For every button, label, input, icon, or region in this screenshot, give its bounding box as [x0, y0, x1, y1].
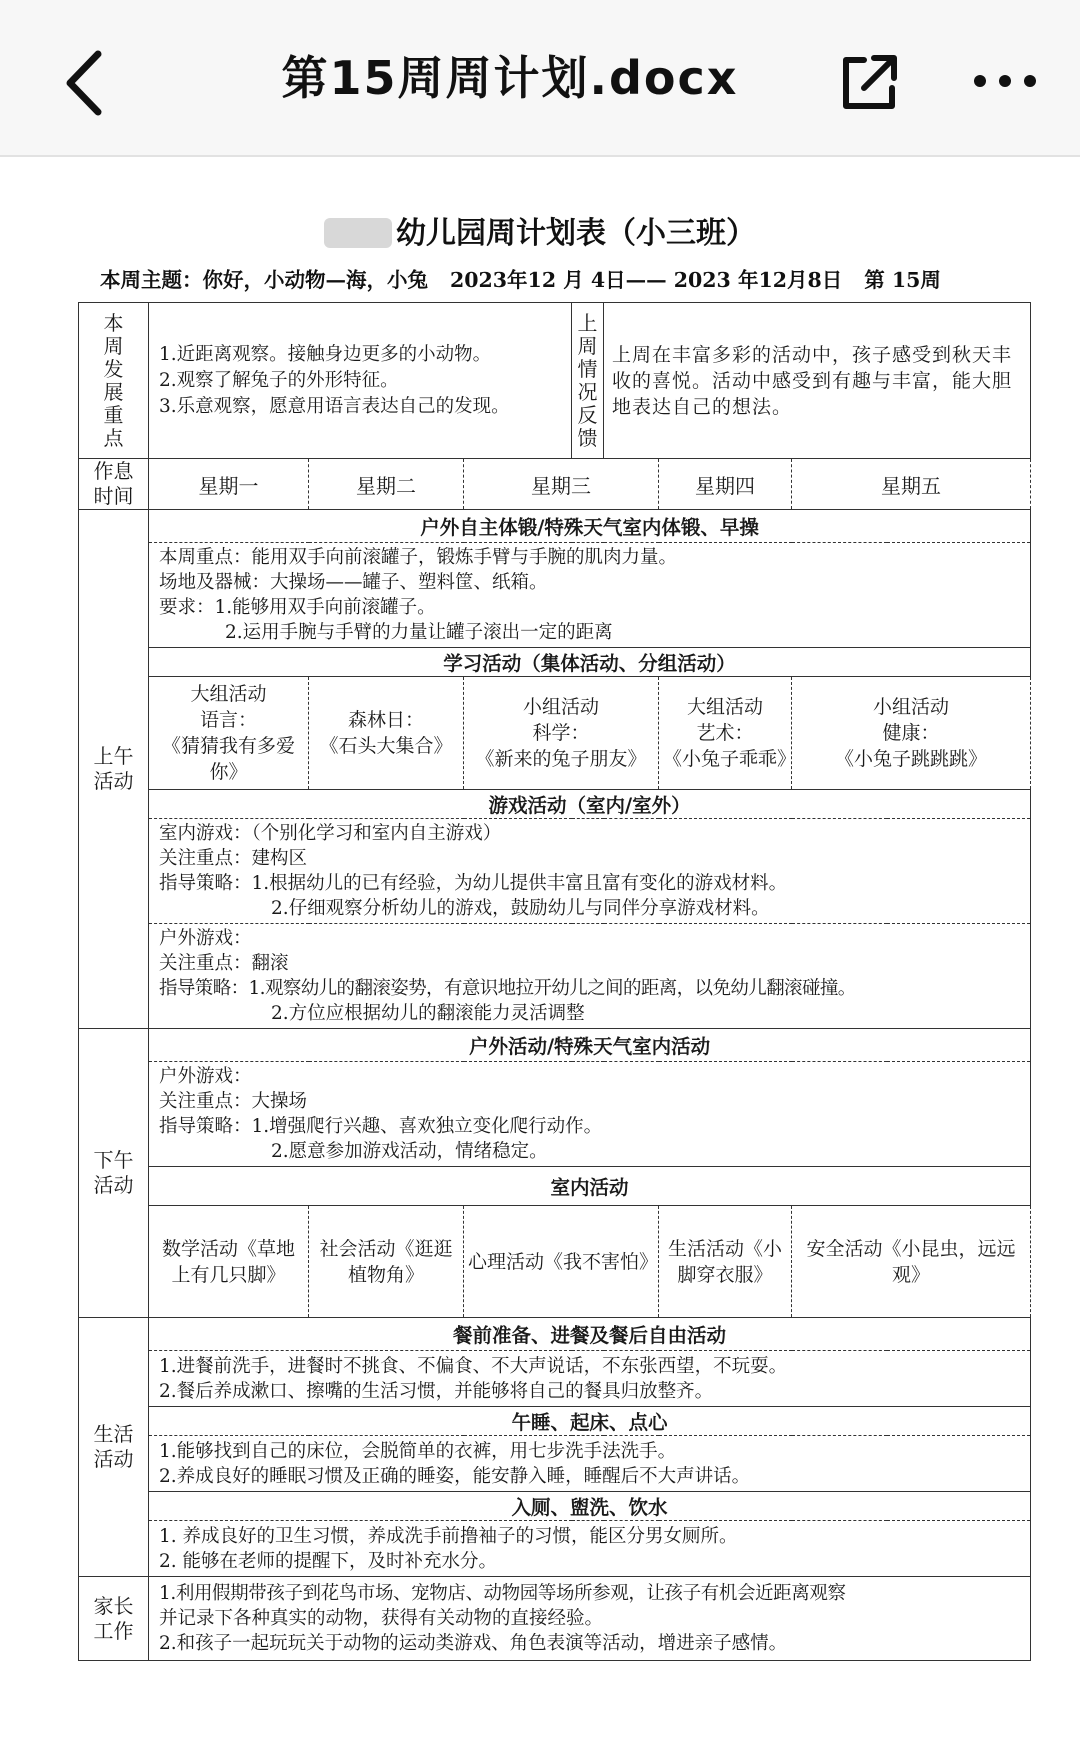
exercise-line: 要求：1.能够用双手向前滚罐子。	[159, 597, 436, 618]
plan-heading: 幼儿园周计划表（小三班）	[0, 208, 1080, 252]
afternoon-cell-mon: 数学活动《草地上有几只脚》	[149, 1206, 309, 1318]
learning-cell-thu: 大组活动 艺术： 《小兔子乖乖》	[659, 677, 792, 790]
week-number: 第 15周	[864, 268, 941, 292]
parents-line: 并记录下各种真实的动物，获得有关动物的直接经验。	[159, 1608, 604, 1629]
parents-block	[149, 1577, 1031, 1661]
app-bar	[0, 0, 1080, 157]
indoor-game-line: 室内游戏：（个别化学习和室内自主游戏）	[159, 823, 502, 844]
day-header: 星期四	[659, 459, 792, 510]
day-header: 星期五	[792, 459, 1031, 510]
feedback-label-cell	[572, 303, 604, 459]
share-button[interactable]	[838, 52, 900, 114]
toilet-title: 入厕、盥洗、饮水	[149, 1492, 1031, 1521]
day-header: 星期二	[309, 459, 464, 510]
theme-value: 你好，小动物—海，小兔	[202, 268, 428, 292]
toilet-block	[149, 1521, 1031, 1577]
afternoon-indoor-title: 室内活动	[149, 1167, 1031, 1206]
nap-block	[149, 1436, 1031, 1492]
toilet-line: 2. 能够在老师的提醒下，及时补充水分。	[159, 1550, 498, 1572]
learning-cell-tue: 森林日： 《石头大集合》	[309, 677, 464, 790]
outdoor-game-line: 关注重点：翻滚	[159, 953, 289, 974]
afternoon-cell-thu: 生活活动《小脚穿衣服》	[659, 1206, 792, 1318]
afternoon-cell-tue: 社会活动《逛逛植物角》	[309, 1206, 464, 1318]
exercise-line: 场地及器械：大操场——罐子、塑料筐、纸箱。	[159, 572, 548, 593]
exercise-line: 本周重点：能用双手向前滚罐子，锻炼手臂与手腕的肌肉力量。	[159, 547, 678, 568]
afternoon-label-cell	[79, 1029, 149, 1318]
focus-label: 本周发展重点	[103, 310, 124, 450]
parents-label: 家长工作	[93, 1593, 134, 1643]
indoor-game-line: 关注重点：建构区	[159, 848, 308, 869]
share-external-icon	[838, 52, 900, 114]
parents-line: 2.和孩子一起玩玩关于动物的运动类游戏、角色表演等活动，增进亲子感情。	[159, 1633, 788, 1654]
focus-label-cell	[79, 303, 149, 459]
afternoon-outdoor-line: 关注重点：大操场	[159, 1091, 308, 1112]
feedback-cell	[604, 303, 1031, 459]
plan-subheading	[100, 263, 1030, 293]
life-label-cell	[79, 1318, 149, 1577]
date-range: 2023年12 月 4日—— 2023 年12月8日	[450, 268, 843, 292]
life-label: 生活活动	[93, 1422, 134, 1471]
afternoon-label: 下午活动	[93, 1148, 134, 1197]
theme-label: 本周主题：	[100, 268, 203, 292]
meal-line: 2.餐后养成漱口、擦嘴的生活习惯，并能够将自己的餐具归放整齐。	[159, 1380, 714, 1402]
more-button[interactable]	[970, 66, 1040, 96]
exercise-block	[149, 543, 1031, 648]
feedback-text: 上周在丰富多彩的活动中，孩子感受到秋天丰收的喜悦。活动中感受到有趣与丰富，能大胆地表达自己的想法。	[612, 343, 1013, 418]
back-button[interactable]	[58, 48, 118, 118]
day-header: 星期一	[149, 459, 309, 510]
focus-item: 3.乐意观察，愿意用语言表达自己的发现。	[159, 395, 510, 417]
afternoon-cell-wed: 心理活动《我不害怕》	[464, 1206, 659, 1318]
nap-title: 午睡、起床、点心	[149, 1407, 1031, 1436]
exercise-line: 2.运用手腕与手臂的力量让罐子滚出一定的距离	[225, 622, 613, 643]
indoor-game-line: 指导策略：1.根据幼儿的已有经验，为幼儿提供丰富且富有变化的游戏材料。	[159, 873, 788, 894]
meal-line: 1.进餐前洗手，进餐时不挑食、不偏食、不大声说话，不东张西望，不玩耍。	[159, 1355, 788, 1377]
indoor-game-block	[149, 819, 1031, 924]
afternoon-outdoor-line: 指导策略：1.增强爬行兴趣、喜欢独立变化爬行动作。	[159, 1116, 603, 1137]
learning-cell-fri: 小组活动 健康： 《小兔子跳跳跳》	[792, 677, 1031, 790]
parents-label-cell	[79, 1577, 149, 1661]
meal-title: 餐前准备、进餐及餐后自由活动	[149, 1318, 1031, 1351]
meal-block	[149, 1351, 1031, 1407]
nap-line: 2.养成良好的睡眠习惯及正确的睡姿，能安静入睡，睡醒后不大声讲话。	[159, 1465, 751, 1487]
schedule-label-cell	[79, 459, 149, 510]
morning-label-cell	[79, 510, 149, 1029]
learning-cell-wed: 小组活动 科学： 《新来的兔子朋友》	[464, 677, 659, 790]
focus-item: 1.近距离观察。接触身边更多的小动物。	[159, 343, 492, 365]
feedback-label: 上周情况反馈	[577, 310, 598, 450]
redacted-name	[324, 218, 392, 248]
game-title: 游戏活动（室内/室外）	[149, 790, 1031, 819]
afternoon-outdoor-title: 户外活动/特殊天气室内活动	[149, 1029, 1031, 1062]
afternoon-outdoor-line: 2.愿意参加游戏活动，情绪稳定。	[271, 1141, 548, 1162]
afternoon-outdoor-line: 户外游戏：	[159, 1066, 252, 1087]
outdoor-game-line: 户外游戏：	[159, 928, 252, 949]
exercise-title: 户外自主体锻/特殊天气室内体锻、早操	[149, 510, 1031, 543]
document-title: 第15周周计划.docx	[281, 51, 739, 105]
outdoor-game-block	[149, 924, 1031, 1029]
morning-label: 上午活动	[93, 744, 134, 793]
focus-item: 2.观察了解兔子的外形特征。	[159, 369, 399, 391]
indoor-game-line: 2.仔细观察分析幼儿的游戏，鼓励幼儿与同伴分享游戏材料。	[271, 898, 770, 919]
parents-line: 1.利用假期带孩子到花鸟市场、宠物店、动物园等场所参观，让孩子有机会近距离观察	[159, 1583, 846, 1604]
afternoon-cell-fri: 安全活动《小昆虫，远远观》	[792, 1206, 1031, 1318]
outdoor-game-line: 2.方位应根据幼儿的翻滚能力灵活调整	[271, 1003, 585, 1024]
nap-line: 1.能够找到自己的床位，会脱简单的衣裤，用七步洗手法洗手。	[159, 1440, 677, 1462]
focus-cell	[149, 303, 572, 459]
afternoon-outdoor-block	[149, 1062, 1031, 1167]
toilet-line: 1. 养成良好的卫生习惯，养成洗手前撸袖子的习惯，能区分男女厕所。	[159, 1525, 738, 1547]
document-page[interactable]	[0, 160, 1080, 1737]
learning-cell-mon: 大组活动 语言： 《猜猜我有多爱你》	[149, 677, 309, 790]
outdoor-game-line: 指导策略：1.观察幼儿的翻滚姿势，有意识地拉开幼儿之间的距离，以免幼儿翻滚碰撞。	[159, 978, 856, 999]
learning-title: 学习活动（集体活动、分组活动）	[149, 648, 1031, 677]
more-horizontal-icon	[970, 66, 1040, 96]
schedule-label: 作息时间	[93, 459, 134, 508]
weekly-plan-table	[78, 302, 1031, 1661]
day-header: 星期三	[464, 459, 659, 510]
chevron-left-icon	[58, 48, 118, 118]
